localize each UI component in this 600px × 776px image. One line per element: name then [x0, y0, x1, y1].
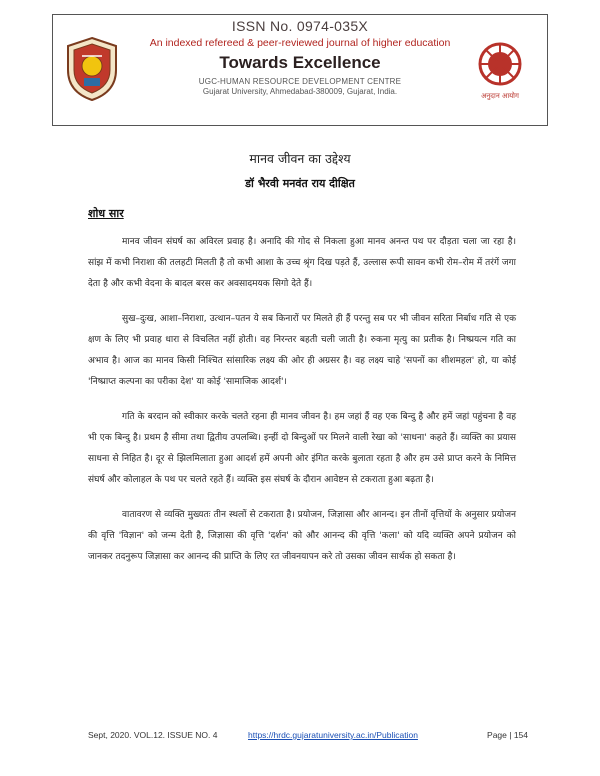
journal-header-text [130, 18, 470, 96]
article-body [88, 232, 516, 582]
footer-volume: Sept, 2020. VOL.12. ISSUE NO. 4 [88, 730, 218, 740]
body-paragraph: गति के बरदान को स्वीकार करके चलते रहना ही मानव जीवन है। हम जहां हैं वह एक बिन्दु है और हमें जहां पहुंचना है वह भी एक बिन्दु है। प्रथम है सीमा तथा द्वितीय उपलब्धि। इन्हीं दो बिन्दुओं पर मिलने वाली रेखा को 'साधना' कहते हैं। व्यक्ति का प्रयास साधना से निहित है। दूर से झिलमिलाता हुआ आदर्श हमें अपनी ओर इंगित करके बुलाता रहता है और हम उसे प्राप्त करने के निमित्त संघर्ष और कोलाहल के पथ पर चलते रहते हैं। व्यक्ति इस संघर्ष के दौरान आवेष्टन से टकराता हुआ बढ़ता है। [88, 412, 516, 485]
journal-tagline: An indexed refereed & peer-reviewed journal of higher education [149, 37, 451, 49]
centre-address: Gujarat University, Ahmedabad-380009, Gujarat, India. [202, 87, 398, 96]
gujarat-university-seal-logo [62, 36, 122, 102]
issn-number: ISSN No. 0974-035X [231, 18, 369, 34]
ugc-logo [470, 36, 530, 106]
body-paragraph: वातावरण से व्यक्ति मुख्यतः तीन स्थलों से टकराता है। प्रयोजन, जिज्ञासा और आनन्द। इन तीनों वृत्तियों के अनुसार प्रयोजन की वृत्ति 'विज्ञान' को जन्म देती है, जिज्ञासा की वृत्ति 'दर्शन' को और आनन्द की वृत्ति 'कला' को यदि व्यक्ति अपने प्रयोजन को जानकर तदनुरूप जिज्ञासा कर आनन्द की प्राप्ति के लिए रत जीवनयापन करे तो उसका जीवन सार्थक हो सकता है। [88, 510, 516, 562]
abstract-heading: शोध सार [88, 207, 124, 220]
body-paragraph: मानव जीवन संघर्ष का अविरल प्रवाह है। अनादि की गोद से निकला हुआ मानव अनन्त पथ पर दौड़ता चला जा रहा है। सांझ में कभी निराशा की तलहटी मिलती है तो कभी आशा के उच्च श्रृंग दिख पड़ते हैं, उल्लास रूपी सावन कभी रोम–रोम में तरंगें जगा देता है और कभी वेदना के बादल बरस कर अवसादमयक सिगो देते हैं। [88, 237, 516, 289]
body-paragraph: सुख–दुःख, आशा–निराशा, उत्थान–पतन ये सब किनारों पर मिलते ही हैं परन्तु सब पर भी जीवन सरिता निर्बाध गति से एक क्षण के लिए भी प्रवाह धारा से विचलित नहीं होती। वह निरन्तर बहती चली जाती है। रुकना मृत्यु का प्रतीक है। निष्प्रयत्न गति का अभाव है। आज का मानव किसी निश्चित सांसारिक लक्ष्य की ओर ही अग्रसर है। वह लक्ष्य चाहे 'सपनों का शीशमहल' हो, या कोई 'निष्प्राप्त कल्पना का परीका देश' या कोई 'सामाजिक आदर्श'। [88, 314, 516, 387]
journal-title: Towards Excellence [219, 53, 381, 72]
article-title: मानव जीवन का उद्देश्य [249, 151, 351, 166]
centre-name: UGC-HUMAN RESOURCE DEVELOPMENT CENTRE [198, 77, 402, 86]
footer-publication-link[interactable]: https://hrdc.gujaratuniversity.ac.in/Publication [248, 730, 418, 740]
footer-page-number: Page | 154 [487, 730, 528, 740]
article-author: डॉ भैरवी मनवंत राय दीक्षित [245, 177, 355, 190]
ugc-logo-caption: अनुदान आयोग [481, 92, 519, 100]
